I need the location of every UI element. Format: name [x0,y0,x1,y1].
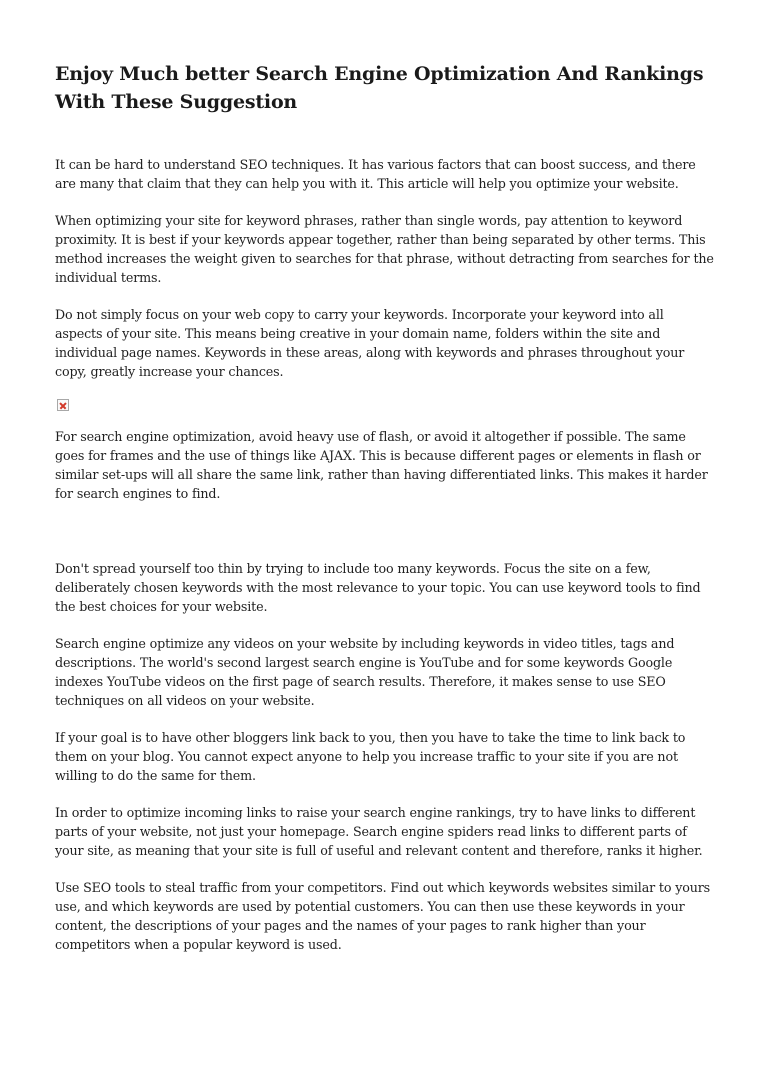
paragraph: It can be hard to understand SEO techniques. It has various factors that can boost success, and there are many that claim that they can help you with it. This article will help you optimize your website. [55,157,696,191]
spacer [55,521,714,559]
paragraph: Do not simply focus on your web copy to carry your keywords. Incorporate your keyword into all aspects of your site. This means being creative in your domain name, folders within the site and individual page names. Keywords in these areas, along with keywords and phrases throughout your copy, greatly increase your chances. [55,307,685,379]
document-title: Enjoy Much better Search Engine Optimization And Rankings With These Suggestion [55,63,704,113]
paragraph: For search engine optimization, avoid heavy use of flash, or avoid it altogether if possible. The same goes for frames and the use of things like AJAX. This is because different pages or elements in flash or similar set-ups will all share the same link, rather than having differentiated links. This makes it harder for search engines to find. [55,429,708,501]
paragraph: Search engine optimize any videos on your website by including keywords in video titles, tags and descriptions. The world's second largest search engine is YouTube and for some keywords Google indexes YouTube videos on the first page of search results. Therefore, it makes sense to use SEO techniques on all videos on your website. [55,636,675,708]
paragraph: If your goal is to have other bloggers link back to you, then you have to take the time to link back to them on your blog. You cannot expect anyone to help you increase traffic to your site if you are not willing to do the same for them. [55,730,686,783]
paragraph: Don't spread yourself too thin by trying to include too many keywords. Focus the site on a few, deliberately chosen keywords with the most relevance to your topic. You can use keyword tools to find the best choices for your website. [55,561,701,614]
paragraph: In order to optimize incoming links to raise your search engine rankings, try to have links to different parts of your website, not just your homepage. Search engine spiders read links to different parts of your site, as meaning that your site is full of useful and relevant content and therefore, ranks it higher. [55,805,703,858]
broken-image-icon [57,399,69,411]
paragraph: Use SEO tools to steal traffic from your competitors. Find out which keywords websites similar to yours use, and which keywords are used by potential customers. You can then use these keywords in your content, the descriptions of your pages and the names of your pages to rank higher than your competitors when a popular keyword is used. [55,880,711,952]
paragraph: When optimizing your site for keyword phrases, rather than single words, pay attention to keyword proximity. It is best if your keywords appear together, rather than being separated by other terms. This method increases the weight given to searches for that phrase, without detracting from searches for the individual terms. [55,213,714,285]
